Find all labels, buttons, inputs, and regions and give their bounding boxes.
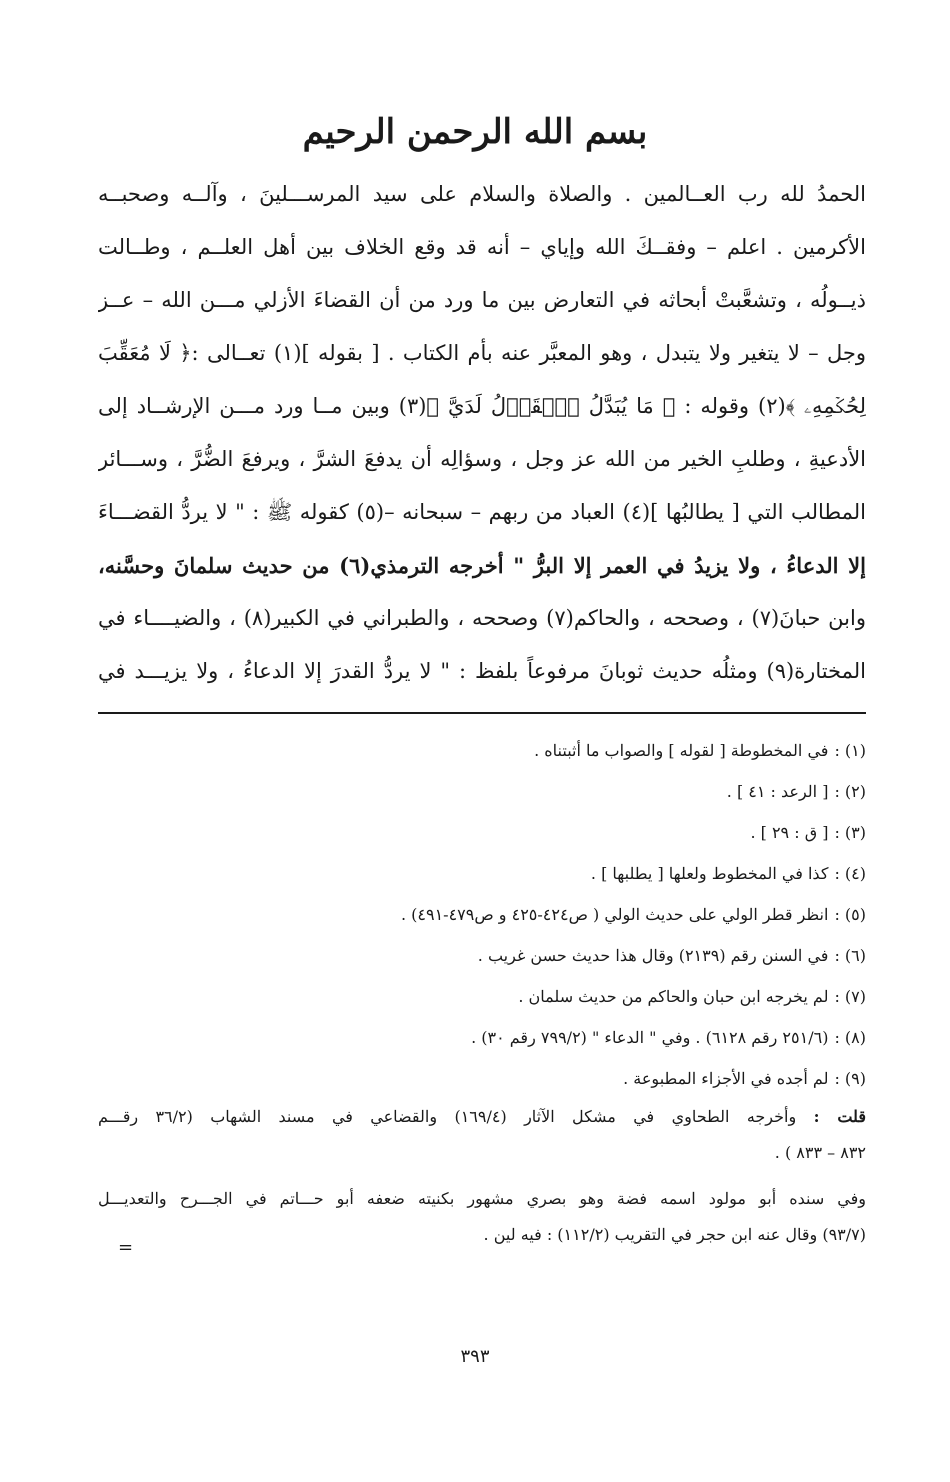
footnote-number: (٦) : (834, 946, 866, 965)
footnote-divider (98, 712, 866, 714)
footnote-number: (١) : (834, 741, 866, 760)
footnote-text: لم يخرجه ابن حبان والحاكم من حديث سلمان . (518, 987, 829, 1006)
text-line: وابن حبانَ(٧) ، وصححه ، والحاكم(٧) وصححه ، والطبراني في الكبير(٨) ، والضيــــاء في (98, 606, 866, 630)
footnote-text: [ الرعد : ٤١ ] . (726, 782, 829, 801)
text-line: الأكرمين . اعلم – وفقــكَ الله وإياي – أنه قد وقع الخلاف بين أهل العلــم ، وطــالت (98, 235, 866, 259)
footnote-number: (٩) : (834, 1069, 866, 1088)
footnotes-section (98, 730, 866, 1253)
footnote (98, 935, 866, 976)
footnote (98, 771, 866, 812)
editor-note-text: وأخرجه الطحاوي في مشكل الآثار (١٦٩/٤) والقضاعي في مسند الشهاب (٣٦/٢ رقـــم (98, 1107, 797, 1126)
footnote (98, 1017, 866, 1058)
footnote (98, 853, 866, 894)
footnote-text: في المخطوطة [ لقوله ] والصواب ما أثبتناه . (534, 741, 829, 760)
footnote (98, 1058, 866, 1099)
qult-label: قلت : (813, 1107, 866, 1126)
text-line: المطالب التي [ يطالبُها ](٤) العباد من ربهم – سبحانه –(٥) كقوله ﷺ : " لا يردُّ القضـــاءَ (98, 500, 866, 524)
text-line: ذيــولُه ، وتشعَّبتْ أبحاثه في التعارض بين ما ورد من أن القضاءَ الأزلي مـــن الله – عــز (98, 288, 866, 312)
text-line: الأدعيةِ ، وطلبِ الخير من الله عز وجل ، وسؤالِه أن يدفعَ الشرَّ ، ويرفعَ الضُّرَّ ، وســـائر (98, 447, 866, 471)
footnote-text: (٢٥١/٦ رقم ٦١٢٨) . وفي " الدعاء " (٧٩٩/٢ رقم ٣٠) . (471, 1028, 829, 1047)
footnote-text: لم أجده في الأجزاء المطبوعة . (623, 1069, 829, 1088)
text-line: الحمدُ لله رب العــالمين . والصلاة والسلام على سيد المرســـلينَ ، وآلــه وصحبــه (98, 182, 866, 206)
text-line: المختارة(٩) ومثلُه حديث ثوبانَ مرفوعاً بلفظ : " لا يردُّ القدرَ إلا الدعاءُ ، ولا يزيـــد في (98, 659, 866, 683)
footnote-number: (٨) : (834, 1028, 866, 1047)
footnote-number: (٢) : (834, 782, 866, 801)
text-line: إلا الدعاءُ ، ولا يزيدُ في العمر إلا البرُّ " أخرجه الترمذي(٦) من حديث سلمانَ وحسَّنه، (98, 553, 866, 578)
page-number: ٣٩٣ (460, 1346, 490, 1367)
editor-note-line (98, 1099, 866, 1135)
editor-note-line: وفي سنده أبو مولود اسمه فضة وهو بصري مشهور بكنيته ضعفه أبو حـــاتم في الجـــرح والتعديـــل (98, 1189, 866, 1208)
footnote-number: (٧) : (834, 987, 866, 1006)
editor-note (98, 1099, 866, 1253)
footnote-number: (٣) : (834, 823, 866, 842)
footnote-text: في السنن رقم (٢١٣٩) وقال هذا حديث حسن غريب . (477, 946, 829, 965)
continuation-mark: = (118, 1237, 134, 1258)
footnote-number: (٥) : (834, 905, 866, 924)
footnote (98, 730, 866, 771)
text-line: لِحُكۡمِهِۦ ﴾(٢) وقوله : ﴿ مَا يُبَدَّلُ ٱلۡقَوۡلُ لَدَيَّ ﴾(٣) وبين مــا ورد مـــن الإرشــاد إلى (98, 394, 866, 418)
text-line: وجل – لا يتغير ولا يتبدل ، وهو المعبَّر عنه بأم الكتاب . [ بقوله ](١) تعــالى :﴿ لَا مُعَقِّبَ (98, 341, 866, 365)
footnote-text: [ ق : ٢٩ ] . (750, 823, 829, 842)
footnote-text: انظر قطر الولي على حديث الولي ( ص٤٢٤-٤٢٥ و ص٤٧٩-٤٩١) . (400, 905, 829, 924)
footnote (98, 894, 866, 935)
footnote-text: كذا في المخطوط ولعلها [ يطلبها ] . (590, 864, 829, 883)
footnote-number: (٤) : (834, 864, 866, 883)
footnote (98, 976, 866, 1017)
editor-note-line: ٨٣٢ – ٨٣٣ ) . (774, 1143, 866, 1162)
main-text (98, 168, 866, 698)
page-title: بسم الله الرحمن الرحيم (302, 112, 648, 152)
footnote (98, 812, 866, 853)
editor-note-line: (٩٣/٧) وقال عنه ابن حجر في التقريب (١١٢/٢) : فيه لين . (483, 1225, 866, 1244)
